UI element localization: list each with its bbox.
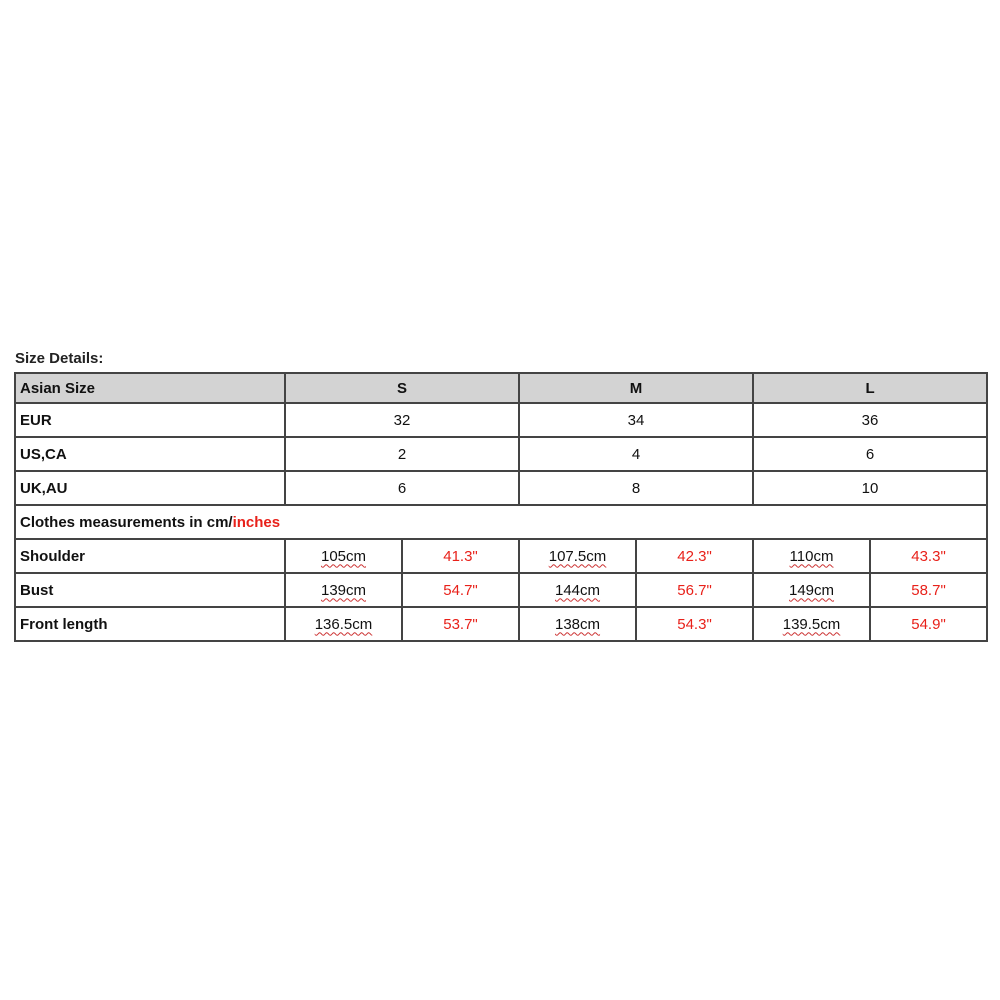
inch-cell: 43.3" <box>870 539 987 573</box>
cm-value: 138cm <box>555 615 601 633</box>
row-label: UK,AU <box>15 471 285 505</box>
size-header-l: L <box>753 373 987 403</box>
cm-value: 139.5cm <box>782 615 841 633</box>
size-details-caption: Size Details: <box>15 350 104 367</box>
size-header-s: S <box>285 373 519 403</box>
row-label: US,CA <box>15 437 285 471</box>
cm-value: 105cm <box>320 547 367 565</box>
cm-value: 139cm <box>320 581 367 599</box>
table-row-uk-au <box>15 471 987 505</box>
inch-cell: 54.3" <box>636 607 753 641</box>
table-row-front-length <box>15 607 987 641</box>
row-label: Bust <box>15 573 285 607</box>
inch-cell: 53.7" <box>402 607 519 641</box>
table-row-us-ca <box>15 437 987 471</box>
table-cell: 8 <box>519 471 753 505</box>
table-cell: 6 <box>753 437 987 471</box>
table-cell: 32 <box>285 403 519 437</box>
cm-cell <box>519 539 636 573</box>
inch-cell: 42.3" <box>636 539 753 573</box>
measurements-title-inches: inches <box>232 513 281 531</box>
table-row-eur <box>15 403 987 437</box>
table-row-shoulder <box>15 539 987 573</box>
table-cell: 4 <box>519 437 753 471</box>
measurements-title <box>15 505 987 539</box>
size-chart-table <box>14 372 988 642</box>
cm-cell <box>519 607 636 641</box>
cm-value: 136.5cm <box>314 615 373 633</box>
size-header-m: M <box>519 373 753 403</box>
row-label: EUR <box>15 403 285 437</box>
cm-cell <box>285 607 402 641</box>
cm-value: 149cm <box>789 581 835 599</box>
row-label: Front length <box>15 607 285 641</box>
asian-size-header: Asian Size <box>15 373 285 403</box>
measurements-title-row <box>15 505 987 539</box>
inch-cell: 58.7" <box>870 573 987 607</box>
inch-cell: 54.9" <box>870 607 987 641</box>
row-label: Shoulder <box>15 539 285 573</box>
cm-cell <box>519 573 636 607</box>
measurements-title-prefix: Clothes measurements in cm/ <box>20 513 233 531</box>
table-row-bust <box>15 573 987 607</box>
cm-value: 144cm <box>555 581 601 599</box>
table-cell: 6 <box>285 471 519 505</box>
inch-cell: 56.7" <box>636 573 753 607</box>
table-cell: 10 <box>753 471 987 505</box>
table-cell: 36 <box>753 403 987 437</box>
cm-cell <box>753 539 870 573</box>
table-cell: 34 <box>519 403 753 437</box>
inch-cell: 41.3" <box>402 539 519 573</box>
cm-value: 110cm <box>789 547 834 565</box>
cm-cell <box>753 607 870 641</box>
inch-cell: 54.7" <box>402 573 519 607</box>
cm-cell <box>285 539 402 573</box>
cm-value: 107.5cm <box>548 547 607 565</box>
table-cell: 2 <box>285 437 519 471</box>
cm-cell <box>753 573 870 607</box>
header-row <box>15 373 987 403</box>
cm-cell <box>285 573 402 607</box>
